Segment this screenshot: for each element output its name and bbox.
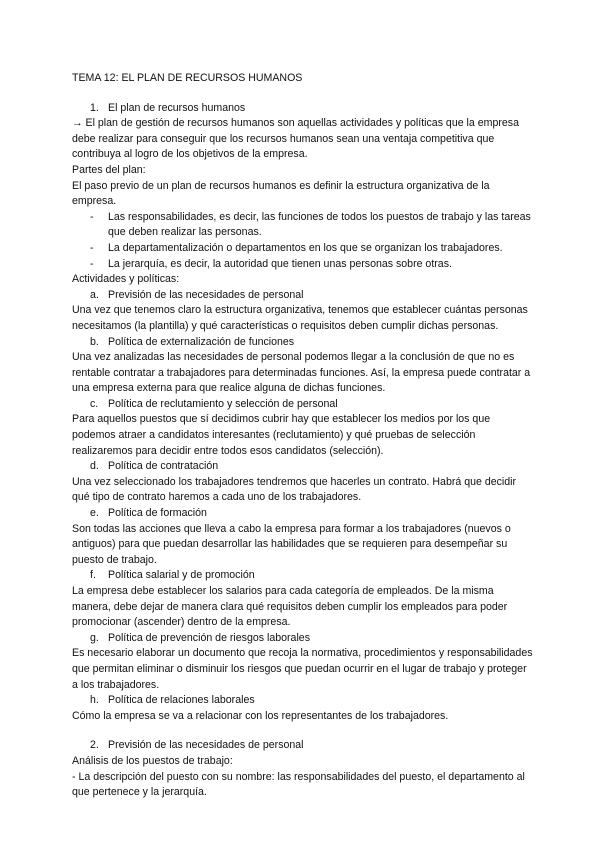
activity-title: Política de externalización de funciones — [108, 335, 295, 348]
activity-heading-e — [72, 506, 534, 522]
section-2-heading-text: Previsión de las necesidades de personal — [108, 739, 304, 752]
activity-letter: a. — [90, 288, 99, 301]
activity-heading-c — [72, 397, 534, 413]
bullet-dash: - — [90, 241, 94, 254]
bullet-item — [72, 210, 534, 241]
activity-heading-h — [72, 693, 534, 709]
activity-letter: h. — [90, 694, 99, 707]
activity-heading-g — [72, 631, 534, 647]
section-spacer — [72, 724, 534, 738]
activity-letter: b. — [90, 335, 99, 348]
bullet-dash: - — [90, 257, 94, 270]
activity-letter: d. — [90, 460, 99, 473]
bullet-text: Las responsabilidades, es decir, las funciones de todos los puestos de trabajo y las tareas que deben realizar las personas. — [108, 210, 531, 239]
activity-heading-b — [72, 335, 534, 351]
activity-heading-a — [72, 288, 534, 304]
bullet-dash: - — [90, 210, 94, 223]
section-2-heading — [72, 738, 534, 754]
analysis-item: - La descripción del puesto con su nombre: las responsabilidades del puesto, el departamento al que pertenece y la jerarquía. — [72, 770, 525, 799]
activity-letter: f. — [90, 569, 96, 582]
activity-title: Política salarial y de promoción — [108, 569, 255, 582]
parts-heading: Partes del plan: — [72, 163, 146, 176]
section-1-heading-text: El plan de recursos humanos — [108, 101, 246, 114]
activity-text-f: La empresa debe establecer los salarios para cada categoría de empleados. De la misma manera, debe dejar de manera clara qué requisitos deben cumplir los empleados para poder promocionar (ascender) dentro de la empresa. — [72, 585, 508, 629]
section-1-heading — [72, 101, 534, 117]
activity-text-g: Es necesario elaborar un documento que recoja la normativa, procedimientos y responsabilidades que permitan eliminar o disminuir los riesgos que puedan ocurrir en el lugar de trabajo y proteger a los trabajadores. — [72, 647, 533, 691]
activity-letter: g. — [90, 631, 99, 644]
document-page — [72, 71, 534, 801]
section-1-number: 1. — [90, 101, 99, 114]
bullet-item — [72, 241, 534, 257]
bullet-text: La departamentalización o departamentos en los que se organizan los trabajadores. — [108, 241, 503, 254]
activity-letter: e. — [90, 507, 99, 520]
bullet-item — [72, 257, 534, 273]
activity-title: Previsión de las necesidades de personal — [108, 288, 304, 301]
analysis-heading: Análisis de los puestos de trabajo: — [72, 754, 233, 767]
activity-text-c: Para aquellos puestos que sí decidimos cubrir hay que establecer los medios por los que podemos atraer a candidatos interesantes (reclutamiento) y qué pruebas de selección realizaremos para decidir entre todos esos candidatos (selección). — [72, 413, 491, 457]
activity-text-d: Una vez seleccionado los trabajadores tendremos que hacerles un contrato. Habrá que decidir qué tipo de contrato haremos a cada uno de los trabajadores. — [72, 475, 517, 504]
activity-title: Política de relaciones laborales — [108, 694, 255, 707]
section-1-intro: → El plan de gestión de recursos humanos son aquellas actividades y políticas que la empresa debe realizar para conseguir que los recursos humanos sean una ventaja competitiva que contribuya al logro de los objetivos de la empresa. — [72, 117, 519, 161]
activities-heading: Actividades y políticas: — [72, 273, 180, 286]
parts-intro: El paso previo de un plan de recursos humanos es definir la estructura organizativa de la empresa. — [72, 179, 490, 208]
activity-text-a: Una vez que tenemos claro la estructura organizativa, tenemos que establecer cuántas personas necesitamos (la plantilla) y qué características o requisitos deben cumplir dichas personas. — [72, 304, 528, 332]
activity-heading-f — [72, 568, 534, 584]
activity-text-e: Son todas las acciones que lleva a cabo la empresa para formar a los trabajadores (nuevos o antiguos) para que puedan desarrollar las habilidades que se requieren para desempeñar su puesto de trabajo. — [72, 522, 511, 566]
activity-title: Política de reclutamiento y selección de personal — [108, 397, 338, 410]
section-2-number: 2. — [90, 739, 99, 752]
activity-text-h: Cómo la empresa se va a relacionar con los representantes de los trabajadores. — [72, 709, 449, 722]
activity-title: Política de contratación — [108, 460, 219, 473]
activity-text-b: Una vez analizadas las necesidades de personal podemos llegar a la conclusión de que no es rentable contratar a trabajadores para determinadas funciones. Así, la empresa puede contratar a una empresa externa para que realice alguna de dichas funciones. — [72, 351, 531, 395]
activity-letter: c. — [90, 397, 99, 410]
document-title: TEMA 12: EL PLAN DE RECURSOS HUMANOS — [72, 72, 303, 84]
activity-title: Política de prevención de riesgos laborales — [108, 631, 310, 644]
bullet-text: La jerarquía, es decir, la autoridad que tienen unas personas sobre otras. — [108, 257, 452, 270]
activity-heading-d — [72, 459, 534, 475]
activity-title: Política de formación — [108, 507, 207, 520]
